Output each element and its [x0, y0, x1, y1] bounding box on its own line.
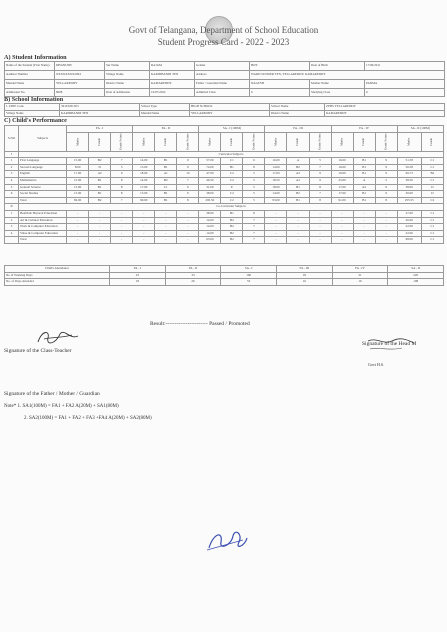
class-teacher-label: Signature of the Class-Teacher — [4, 348, 72, 354]
table-row: 3 English 17.00 A2 9 18.00 A1 10 47.00 C2 5 17.00 A2 9 16.00 B1 9 69.73 B2 — [5, 171, 444, 178]
note-line-2: 2. SA2(100M) = FA1 + FA2 + FA3 +FA4 A(20M) + SA2(80M) — [24, 416, 152, 421]
school-info-table: 1. DISE Code 36103201303 School Type HIGH SCHOOL School Name ZPHS YELLAREDDY Village Name KARIDHANDI TEN Mandal Name YELLAREDDY District Name KAMAREDDY — [4, 103, 445, 117]
header-line2: Student Progress Card - 2022 - 2023 — [157, 37, 290, 47]
section-b-title: B) School Information — [4, 96, 64, 103]
table-row: 3 Work & Computer Education - - - - - - 14.00 B2 7 - - - - - - 22.00 C1 — [5, 224, 444, 231]
attendance-table — [4, 265, 444, 286]
head-master-stamp-text: Govt H.S. — [368, 362, 385, 367]
class-teacher-signature-icon — [30, 326, 90, 348]
table-row: Total - - - - - - 63.00 B2 7 - - - - - - 98.00 C1 — [5, 237, 444, 244]
table-row: 2 Second Language 8.00 D 5 13.00 B1 9 74.00 B1 8 14.00 B2 7 16.00 B1 9 56.58 C1 — [5, 164, 444, 171]
attendance-header-row: Child's Attendance FA - I FA - II SA - I FA - III FA - IV SA - II — [5, 266, 444, 273]
section-c-title: C) Child's Performance — [4, 117, 67, 124]
header-line1: Govt of Telangana, Department of School Education — [128, 25, 319, 35]
performance-table — [4, 125, 444, 244]
table-row: 1 Health & Physical Education - - - - - - 38.00 B1 8 - - - - - - 27.00 C1 — [5, 210, 444, 217]
student-info-table: Name of the Student (First Name) DHANUSH Sur Name RAJAM Gender BOY Date of Birth 17/09/2011 Aadhaar Number XXXXXXXX2964 Village Name KARIDHANDI TEN Address WARD SUNDER TEN, YELLAREDDY, KAMAREDDY Mandal Name YELLAREDDY District Name KAMAREDDY Father / Guardian Name NAGESH Mother Name PADMA Admission No. 8008 Date of Admission 16/07/2022 Admitted Class 6 Studying Class 6 — [4, 61, 445, 97]
total-row: Total 82.00 B2 7 90.00 B1 8 295.50 C2 5 93.00 B1 8 91.00 B1 8 255.55 C2 — [5, 197, 444, 204]
table-row: 2 Art & Cultural Education - - - - - - 14.00 B2 7 - - - - - - 26.00 C1 — [5, 217, 444, 224]
exam-header-row: S.NO Subjects FA - I FA - II SA - I (100M) FA - III FA - IV SA - II (100M) — [5, 126, 444, 133]
head-master-label: Signature of the Head M — [362, 341, 417, 347]
table-row: No. of Days Attended 18 26 53 16 16 108 — [5, 279, 444, 286]
note-line-1: Note* 1. SA1(100M) = FA1 + FA2 A(20M) + SA1(80M) — [4, 404, 119, 409]
table-row: 4 Mathematics 15.00 B1 8 14.00 B2 7 46.50 C2 5 18.50 A2 9 25.00 A 5 38.50 C1 — [5, 177, 444, 184]
table-row: 4 Value & Computer Education - - - - - - 14.00 B2 7 - - - - - - 22.00 C1 — [5, 230, 444, 237]
group-row: II Co-Curricular Subjects — [5, 204, 444, 211]
parent-signature-label: Signature of the Father / Mother / Guardian — [4, 391, 100, 397]
head-master-signature-icon — [362, 335, 422, 359]
pen-signature-icon — [203, 520, 251, 554]
table-row: No of Working Days 23 33 160 18 21 220 — [5, 272, 444, 279]
group-row: I Curricular Subjects — [5, 151, 444, 158]
section-a-title: A) Student Information — [4, 54, 67, 61]
table-row: 6 Social Studies 15.00 B1 8 15.00 B1 9 38.00 C2 5 14.00 B2 7 17.00 B1 9 30.00 D — [5, 191, 444, 198]
sub-header-row: Marks Grade Grade Points Marks Grade Grade Points Marks Grade Grade Points Marks Grade Grade Points Marks Grade Grade Points Marks Grade — [5, 132, 444, 151]
table-row: 5 General Science 15.00 B1 8 17.00 C1 6 31.00 E 5 18.00 B1 8 17.00 A2 9 38.00 D — [5, 184, 444, 191]
result-text: Result:----------------------- Passed / Promoted — [150, 321, 250, 327]
table-row: 1 First Language 15.00 B2 7 14.00 B1 9 57.00 C1 6 16.00 A 5 16.00 B1 9 51.58 C1 — [5, 158, 444, 165]
